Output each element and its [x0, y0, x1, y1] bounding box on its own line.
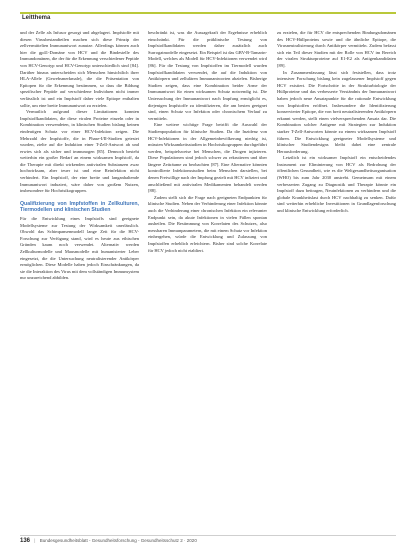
column-1	[20, 30, 139, 528]
page-number: 136	[20, 538, 31, 544]
body-columns	[20, 30, 396, 530]
page-footer	[20, 535, 396, 546]
paragraph: Letztlich ist ein wirksamer Impfstoff ein entscheidendes Instrument zur Eliminierung von HCV als Bedrohung der öffentlichen Gesundheit, wie es die Weltgesundheitsorganisation (WHO) bis zum Jahr 2030 anstrebt. Gemeinsam mit einem verbesserten Zugang zu Diagnostik und Therapie könnte ein Impfstoff dazu beitragen, Neuinfektionen zu verhindern und die globale Krankheitslast durch HCV nachhaltig zu senken. Dafür sind weiterhin erhebliche Investitionen in Grundlagenforschung und klinische Entwicklung erforderlich.	[277, 155, 396, 214]
paragraph: Zudem stellt sich die Frage nach geeigneten Endpunkten für klinische Studien. Neben der Verhinderung einer Infektion könnte auch die Verhinderung einer chronischen Infektion ein relevanter Endpunkt sein, da akute Infektionen in vielen Fällen spontan ausheilen. Die Bestimmung von Korrelaten des Schutzes, also messbaren Immunparametern, die mit einem Schutz vor Infektion einhergehen, würde die Entwicklung und Zulassung von Impfstoffen erheblich erleichtern. Bisher sind solche Korrelate für HCV jedoch nicht etabliert.	[148, 194, 267, 253]
paragraph: In Zusammenfassung lässt sich feststellen, dass trotz intensiver Forschung bislang kein zugelassener Impfstoff gegen HCV existiert. Die Fortschritte in der Strukturbiologie der Hüllproteine und das verbesserte Verständnis der Immunantwort haben jedoch neue Ansatzpunkte für die rationale Entwicklung von Impfstoffen eröffnet. Insbesondere die Identifizierung konservierter Epitope, die von breit neutralisierenden Antikörpern erkannt werden, stellt einen vielversprechenden Ansatz dar. Die Kombination solcher Antigene mit Strategien zur Induktion starker T-Zell-Antworten könnte zu einem wirksamen Impfstoff führen. Die Entwicklung geeigneter Modellsysteme und klinischer Studiendesigns bleibt dabei eine zentrale Herausforderung.	[277, 69, 396, 154]
paragraph: beschränkt ist, was die Aussagekraft der Ergebnisse erheblich einschränkt. Für die präklinische Testung von Impfstoffkandidaten werden daher zusätzlich auch Surrogatmodelle eingesetzt. Ein Beispiel ist das GBV-B-Tamarin-Modell, welches als Modell für HCV-Infektionen verwendet wird [86]. Für die Testung von Impfstoffen im Tiermodell wurden Impfstoffkandidaten verwendet, die auf die Induktion von Antikörpern und zellulären Immunantworten abzielen. Bisherige Studien zeigen, dass eine Kombination beider Arme der Immunantwort für einen wirksamen Schutz notwendig ist. Die Untersuchung der Immunantwort nach Impfung ermöglicht es, diejenigen Impfstoffe zu identifizieren, die am besten geeignet sind, einen Schutz vor Infektion oder chronischem Verlauf zu vermitteln.	[148, 30, 267, 121]
paragraph: Für die Entwicklung eines Impfstoffs sind geeignete Modellsysteme zur Testung der Wirksamkeit unerlässlich. Obwohl das Schimpansenmodell lange Zeit für die HCV-Forschung zur Verfügung stand, wird es heute aus ethischen Gründen kaum noch verwendet. Alternativ werden Zellkulturmodelle und Mausmodelle mit humanisierter Leber eingesetzt, die die Untersuchung neutralisierender Antikörper ermöglichen. Diese Modelle haben jedoch Einschränkungen, da sie die Interaktion des Virus mit dem vollständigen Immunsystem nur unzureichend abbilden.	[20, 216, 139, 281]
column-2	[148, 30, 267, 528]
footer-separator: |	[34, 538, 36, 543]
column-3	[277, 30, 396, 528]
paragraph: zu erzielen, die für HCV die entsprechenden Bindungsdomänen des HCV-Hüllproteins sowie und die ähnliche Epitope, die Virusneutralisierung durch Antikörper vermitteln. Zudem befasst sich ein Teil dieser Studien mit der Rolle von HCV im Bereich der viralen Strukturproteine auf E1-E2 als Antigenkandidaten [89].	[277, 30, 396, 68]
section-heading: Qualifizierung von Impfstoffen in Zellkulturen, Tiermodellen und klinischen Studien	[20, 200, 139, 214]
section-label-text: Leitthema	[22, 15, 51, 21]
section-label	[20, 14, 396, 23]
paragraph: Eine weitere wichtige Frage betrifft die Auswahl der Studienpopulation für klinische Studien. Da die Inzidenz von HCV-Infektionen in der Allgemeinbevölkerung niedrig ist, müssten Wirksamkeitsstudien in Hochrisikogruppen durchgeführt werden, beispielsweise bei Menschen, die Drogen injizieren. Diese Populationen sind jedoch schwer zu rekrutieren und über längere Zeiträume zu beobachten [87]. Eine Alternative könnten kontrollierte Infektionsstudien beim Menschen darstellen, bei denen Freiwillige nach der Impfung gezielt mit HCV infiziert und anschließend mit antiviralen Medikamenten behandelt werden [88].	[148, 122, 267, 194]
journal-citation: Bundesgesundheitsblatt - Gesundheitsforschung - Gesundheitsschutz 2 · 2020	[39, 538, 197, 543]
paragraph: Vermutlich aufgrund dieser Limitationen konnten Impfstoffkandidaten, die diese viralen Proteine einzeln oder in Kombination verwendeten, in klinischen Studien bislang keinen eindeutigen Schutz vor einer HCV-Infektion zeigen. Die Mehrzahl der Impfstoffe, die in Phase-I/II-Studien getestet wurden, zielte auf die Induktion einer T-Zell-Antwort ab und erwies sich als sicher und immunogen [85]. Dennoch besteht weiterhin ein großer Bedarf an einem wirksamen Impfstoff, da die Therapie mit direkt wirkenden antiviralen Substanzen zwar hochwirksam, aber teuer ist und eine Reinfektion nicht verhindert. Ein Impfstoff, der eine breite und langanhaltende Immunantwort induziert, wäre daher von großem Nutzen, insbesondere für Hochrisikogruppen.	[20, 109, 139, 194]
paragraph: und der Zelle als Infusor gesorgt und abgelagert. Impfstoffe mit diesen Virusbestandteilen machen sich diese Prinzip der zellvermittelten Immunantwort zunutze. Allerdings können auch hier die gp41-Domäne von HCV und die Bindestelle des Immundomänen, die der für die Erkennung verschiedener Peptide von HCV-Genotyp und HCV-Genotyp unterschiedlich sind [84]. Darüber hinaus unterscheiden sich Menschen hinsichtlich ihrer HLA-Allele (Gewebsmerkmale), die die Präsentation von Epitopen für die Erkennung bestimmen, so dass die Bildung spezifischer Peptide auf verschiedene Individuen nicht immer verlässlich ist und ein Impfstoff daher viele Epitope enthalten sollte, um eine breite Immunantwort zu erzielen.	[20, 30, 139, 108]
